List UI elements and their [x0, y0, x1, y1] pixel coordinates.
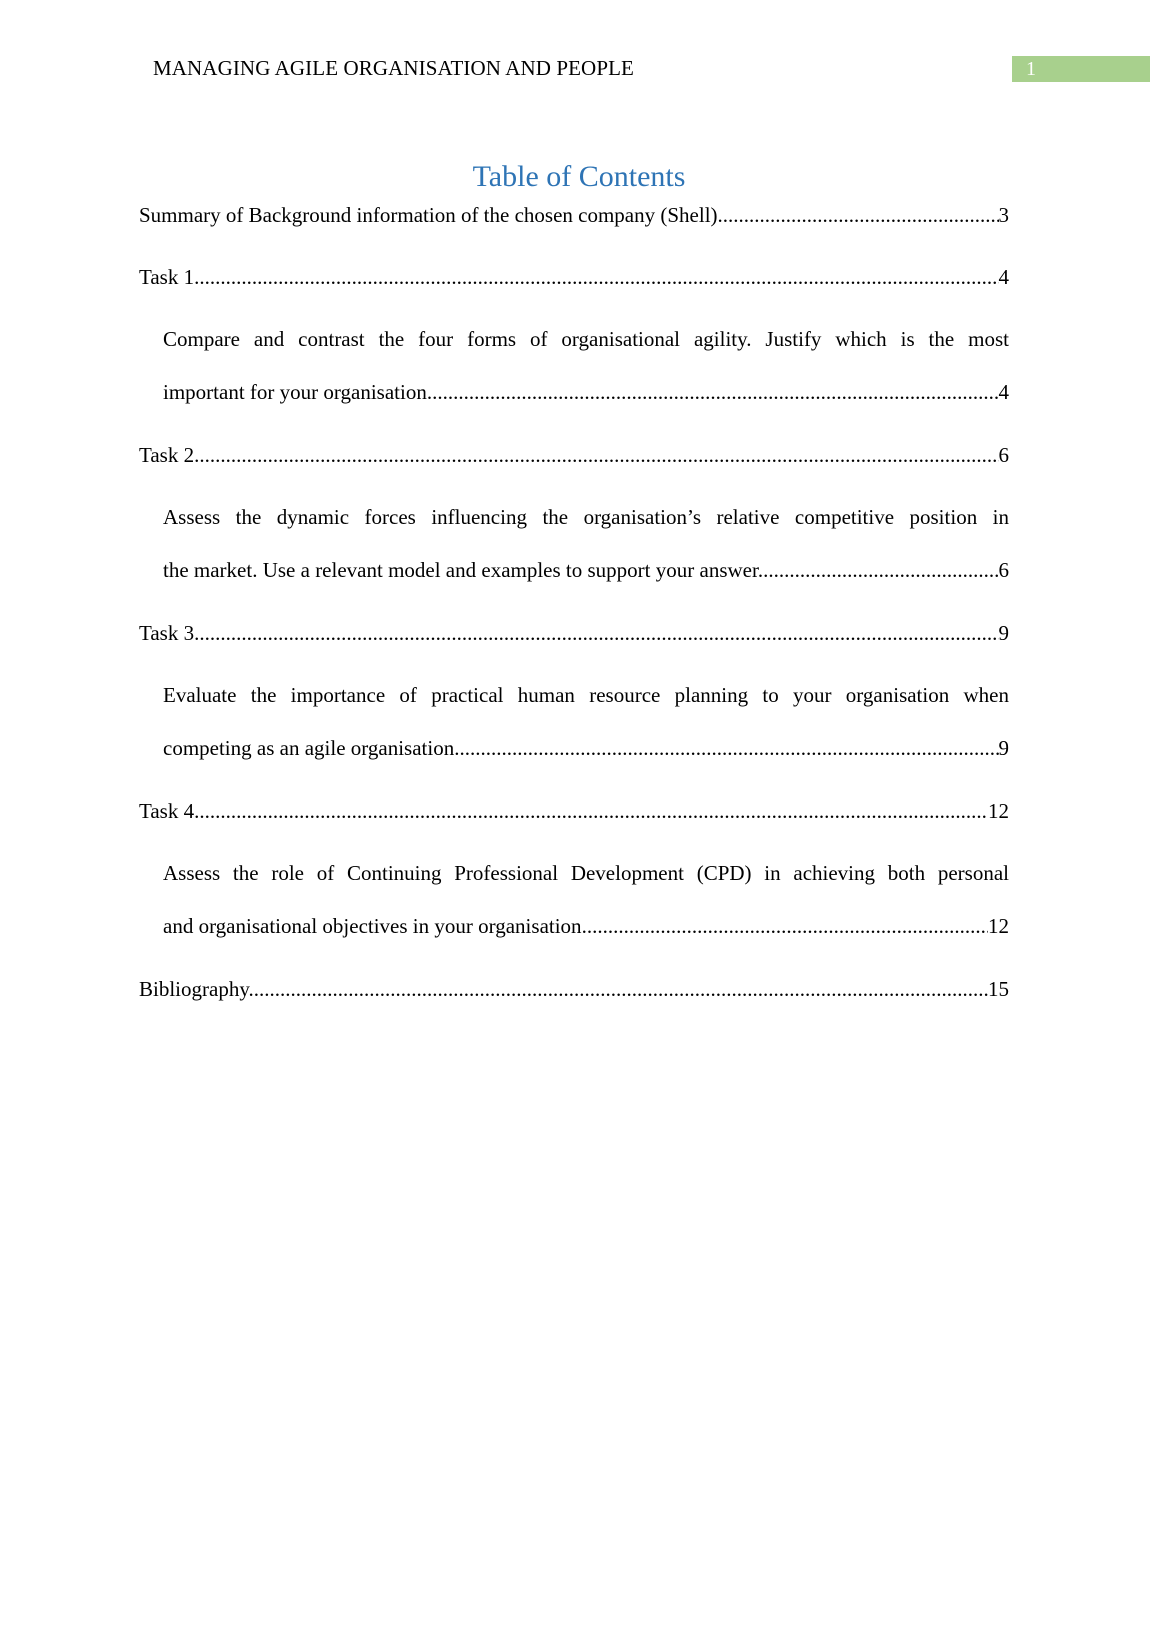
toc-entry-page: 9	[998, 621, 1009, 645]
toc-entry-page: 12	[988, 914, 1009, 938]
toc-subentry-task-2[interactable]	[163, 555, 1009, 585]
toc-entry-text: the market. Use a relevant model and examples to support your answer	[163, 558, 758, 582]
toc-entry-page: 4	[998, 265, 1009, 289]
toc-entry-task-2[interactable]	[139, 440, 1009, 470]
toc-entry-text: important for your organisation	[163, 380, 427, 404]
page-number-badge: 1	[1012, 56, 1150, 82]
toc-subentry-task-3[interactable]	[163, 733, 1009, 763]
toc-entry-page: 12	[988, 799, 1009, 823]
toc-entry-task-3[interactable]	[139, 618, 1009, 648]
toc-heading: Table of Contents	[472, 160, 686, 193]
toc-entry-text: Bibliography	[139, 977, 249, 1001]
toc-entry-page: 15	[988, 977, 1009, 1001]
toc-subentry-task-1-line-1[interactable]: Compare and contrast the four forms of organisational agility. Justify which is the most	[163, 327, 1009, 351]
toc-entry-page: 6	[998, 443, 1009, 467]
toc-entry-text: Summary of Background information of the chosen company (Shell)	[139, 203, 718, 227]
toc-entry-bibliography[interactable]	[139, 974, 1009, 1004]
running-header-title: MANAGING AGILE ORGANISATION AND PEOPLE	[153, 56, 634, 80]
toc-entry-text: Task 2	[139, 443, 195, 467]
toc-entry-task-4[interactable]	[139, 796, 1009, 826]
toc-subentry-task-4-line-1[interactable]: Assess the role of Continuing Professional Development (CPD) in achieving both personal	[163, 861, 1009, 885]
toc-subentry-task-4[interactable]	[163, 911, 1009, 941]
toc-entry-text: Task 4	[139, 799, 195, 823]
toc-entry-text: Task 3	[139, 621, 195, 645]
toc-subentry-task-3-line-1[interactable]: Evaluate the importance of practical human resource planning to your organisation when	[163, 683, 1009, 707]
toc-entry-task-1[interactable]	[139, 262, 1009, 292]
toc-entry-text: and organisational objectives in your organisation	[163, 914, 582, 938]
toc-subentry-task-2-line-1[interactable]: Assess the dynamic forces influencing the organisation’s relative competitive position in	[163, 505, 1009, 529]
toc-entry-text: Task 1	[139, 265, 195, 289]
toc-entry-page: 6	[998, 558, 1009, 582]
toc-entry-page: 4	[998, 380, 1009, 404]
toc-subentry-task-1[interactable]	[163, 377, 1009, 407]
toc-entry-page: 3	[998, 203, 1009, 227]
toc-entry-text: competing as an agile organisation	[163, 736, 455, 760]
toc-entry-page: 9	[998, 736, 1009, 760]
toc-entry-summary[interactable]	[139, 200, 1009, 230]
